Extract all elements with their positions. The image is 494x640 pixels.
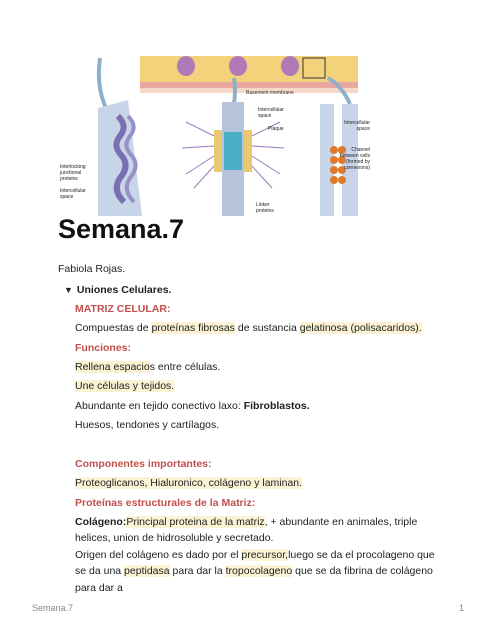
- page-title: Semana.7: [58, 214, 185, 244]
- linker-proteins: [224, 132, 242, 170]
- footer-title: Semana.7: [32, 603, 74, 613]
- label-plaque: Plaque: [268, 126, 284, 132]
- tight-junction-panel: [59, 100, 142, 216]
- label-interlocking: Interlocking junctional proteins: [60, 164, 86, 182]
- label-ic-space-left: Intercellular space: [60, 188, 86, 200]
- cell-junctions-figure: [58, 56, 370, 216]
- heading-matriz-celular: MATRIZ CELULAR:: [75, 303, 171, 315]
- plaque-right: [244, 130, 252, 172]
- function-item-huesos: Huesos, tendones y cartílagos.: [75, 419, 220, 431]
- label-ic-space-right: Intercellular space: [344, 120, 370, 132]
- cell-nucleus: [229, 56, 247, 76]
- toggle-uniones-celulares[interactable]: [64, 284, 171, 296]
- footer-page-number: 1: [458, 603, 464, 613]
- cell-nucleus: [281, 56, 299, 76]
- arrow-left: [99, 58, 106, 108]
- author-name: Fabiola Rojas.: [58, 263, 126, 275]
- plaque-left: [214, 130, 222, 172]
- function-item-abundante: Abundante en tejido conectivo laxo: Fibroblastos.: [75, 400, 310, 412]
- toggle-label: Uniones Celulares.: [76, 284, 172, 296]
- label-channel: Channel between cells (formed by connexons): [339, 147, 370, 171]
- toggle-triangle-icon[interactable]: ▼: [64, 285, 73, 295]
- paragraph-colageno: Colágeno:Principal proteina de la matriz, + abundante en animales, triple helices, union de hidrosoluble y secretado.: [75, 516, 418, 545]
- function-item-une: Une células y tejidos.: [75, 380, 175, 392]
- function-item-rellena: Rellena espacios entre células.: [75, 361, 221, 373]
- cell-nucleus: [177, 56, 195, 76]
- heading-proteinas-estructurales: Proteínas estructurales de la Matriz:: [75, 497, 256, 509]
- label-basement: Basement membrane: [246, 90, 294, 96]
- desmosome-panel: [182, 102, 284, 216]
- heading-componentes: Componentes importantes:: [75, 458, 212, 470]
- cell-junctions-illustration: [58, 56, 370, 216]
- componentes-list: Proteoglicanos, Hialuronico, colágeno y laminan.: [75, 477, 303, 489]
- paragraph-origen: Origen del colágeno es dado por el precursor,luego se da el procolageno que se da una peptidasa para dar la tropocolageno que se da fibrina de colágeno para dar a: [75, 549, 435, 594]
- label-ic-space-mid: Intercellular space: [258, 107, 284, 119]
- basement-membrane: [140, 82, 358, 88]
- gap-junction-panel: [320, 104, 370, 216]
- arrow-middle: [234, 78, 235, 104]
- highlight-proteinas: proteínas fibrosas: [151, 322, 235, 334]
- label-linker: Linker proteins: [256, 202, 274, 214]
- paragraph-compuestas: Compuestas de proteínas fibrosas de sustancia gelatinosa (polisacaridos).: [75, 322, 422, 334]
- highlight-gelatinosa: gelatinosa (polisacaridos).: [299, 322, 422, 334]
- heading-funciones: Funciones:: [75, 342, 132, 354]
